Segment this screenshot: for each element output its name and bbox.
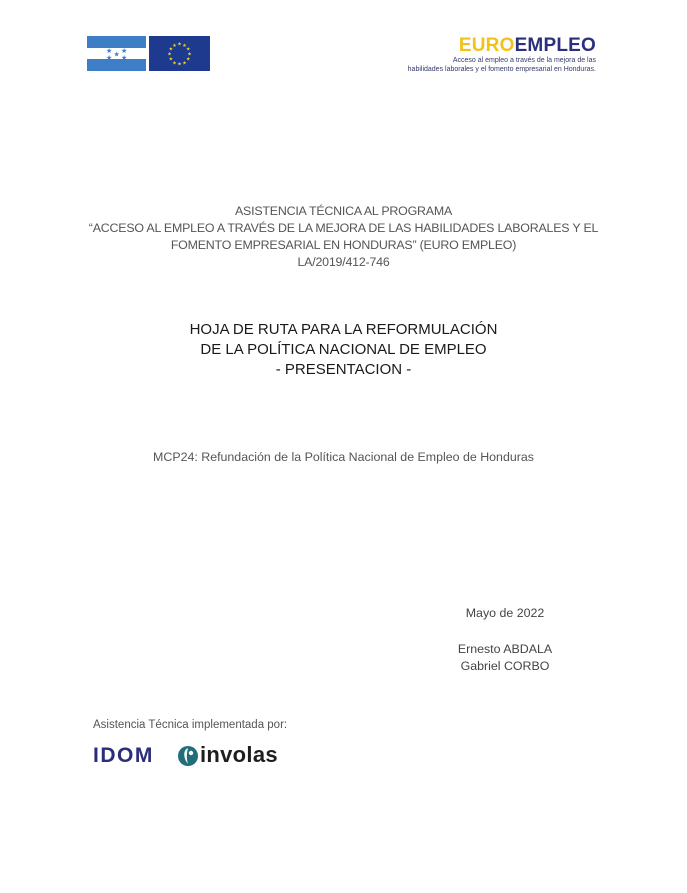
document-date: Mayo de 2022 bbox=[465, 606, 545, 620]
program-code: LA/2019/412-746 bbox=[297, 255, 390, 269]
eu-star: ★ bbox=[172, 43, 177, 50]
eu-star: ★ bbox=[172, 60, 177, 67]
involas-logo: involas bbox=[200, 742, 278, 767]
author-name: Gabriel CORBO bbox=[460, 659, 550, 673]
eu-star: ★ bbox=[185, 46, 191, 53]
eu-star: ★ bbox=[167, 51, 172, 58]
authors bbox=[445, 641, 565, 675]
program-heading bbox=[60, 203, 627, 271]
svg-text:★: ★ bbox=[106, 47, 113, 55]
euroempleo-logo bbox=[396, 36, 596, 74]
eu-flag-icon bbox=[149, 36, 210, 71]
euro-part: EURO bbox=[458, 35, 515, 56]
title-line: HOJA DE RUTA PARA LA REFORMULACIÓN bbox=[189, 321, 498, 338]
eu-star: ★ bbox=[182, 60, 187, 67]
implemented-by-label: Asistencia Técnica implementada por: bbox=[93, 719, 288, 731]
document-title bbox=[60, 320, 627, 380]
author-name: Ernesto ABDALA bbox=[457, 642, 553, 656]
eu-star: ★ bbox=[168, 56, 174, 63]
eu-star: ★ bbox=[182, 43, 187, 50]
svg-text:★: ★ bbox=[106, 54, 113, 62]
involas-logo-icon bbox=[176, 744, 200, 768]
euroempleo-wordmark bbox=[396, 36, 596, 56]
program-line: ASISTENCIA TÉCNICA AL PROGRAMA bbox=[234, 204, 453, 218]
eu-star: ★ bbox=[177, 41, 182, 48]
eu-star: ★ bbox=[185, 56, 191, 63]
document-subtitle: MCP24: Refundación de la Política Nacional de Empleo de Honduras bbox=[153, 450, 534, 464]
svg-text:★: ★ bbox=[121, 54, 128, 62]
eu-star: ★ bbox=[187, 51, 192, 58]
title-line: - PRESENTACION - bbox=[275, 361, 412, 378]
svg-text:★: ★ bbox=[113, 50, 120, 59]
eu-star: ★ bbox=[177, 61, 182, 68]
tagline-line: habilidades laborales y el fomento empresarial en Honduras. bbox=[407, 65, 596, 73]
program-line: FOMENTO EMPRESARIAL EN HONDURAS” (EURO EMPLEO) bbox=[170, 238, 517, 252]
tagline-line: Acceso al empleo a través de la mejora de las bbox=[452, 57, 596, 64]
empleo-part: EMPLEO bbox=[514, 35, 596, 56]
svg-text:★: ★ bbox=[121, 47, 128, 55]
idom-logo: IDOM bbox=[93, 744, 154, 767]
honduras-flag-icon bbox=[87, 36, 146, 71]
title-line: DE LA POLÍTICA NACIONAL DE EMPLEO bbox=[200, 341, 487, 358]
euroempleo-tagline bbox=[396, 57, 596, 74]
eu-star: ★ bbox=[168, 46, 174, 53]
program-line: “ACCESO AL EMPLEO A TRAVÉS DE LA MEJORA DE LAS HABILIDADES LABORALES Y EL bbox=[88, 221, 599, 235]
